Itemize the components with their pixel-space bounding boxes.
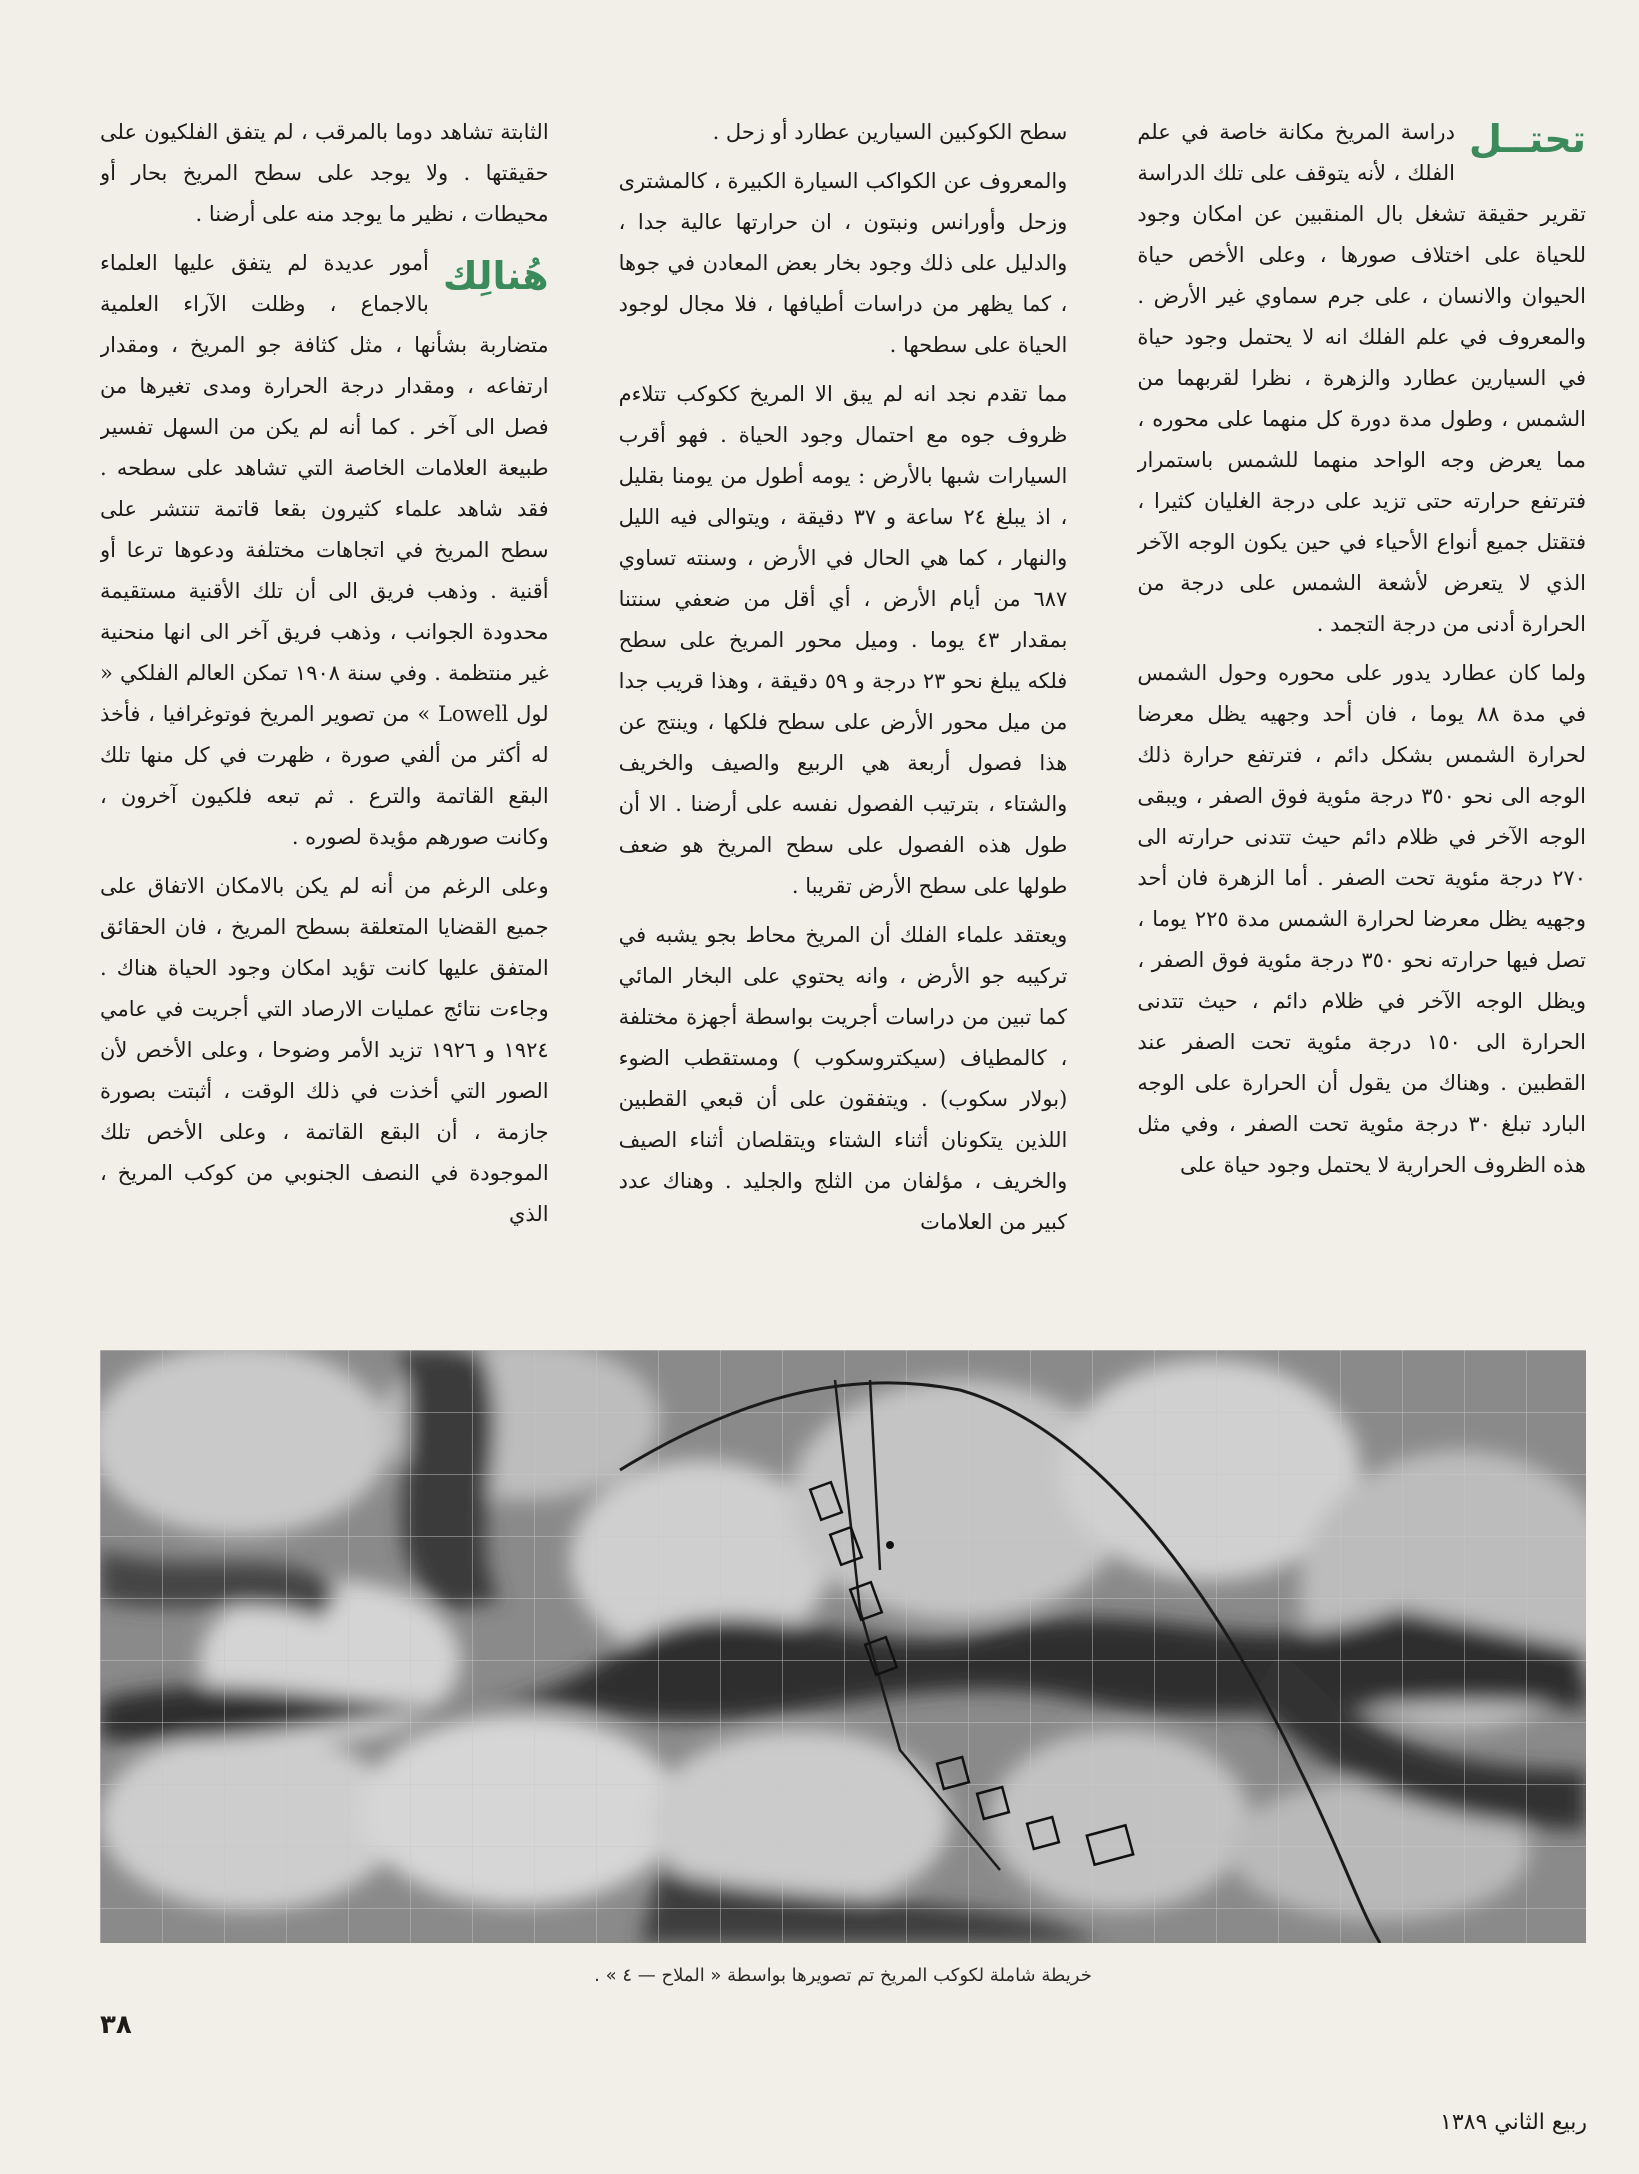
- paragraph: مما تقدم نجد انه لم يبق الا المريخ ككوكب تتلاءم ظروف جوه مع احتمال وجود الحياة . فهو أقرب السيارات شبها بالأرض : يومه أطول من يومنا بقليل ، اذ يبلغ ٢٤ ساعة و ٣٧ دقيقة ، ويتوالى فيه الليل والنهار ، كما هي الحال في الأرض ، وسنته تساوي ٦٨٧ من أيام الأرض ، أي أقل من ضعفي سنتنا بمقدار ٤٣ يوما . وميل محور المريخ على سطح فلكه يبلغ نحو ٢٣ درجة و ٥٩ دقيقة ، وهذا قريب جدا من ميل محور الأرض على سطح فلكها ، وينتج عن هذا فصول أربعة هي الربيع والصيف والخريف والشتاء ، بترتيب الفصول نفسه على أرضنا . الا أن طول هذه الفصول على سطح المريخ هو ضعف طولها على سطح الأرض تقريبا .: [618, 382, 1068, 898]
- decorative-heading: هُنالِك: [442, 254, 549, 298]
- article-body: [100, 112, 1586, 1312]
- article-column-1: [1137, 112, 1586, 1312]
- issue-date: ربيع الثاني ١٣٨٩: [1440, 2110, 1587, 2135]
- paragraph: الثابتة تشاهد دوما بالمرقب ، لم يتفق الفلكيون على حقيقتها . ولا يوجد على سطح المريخ بحار أو محيطات ، نظير ما يوجد منه على أرضنا .: [99, 120, 549, 226]
- page-number: ٣٨: [100, 2010, 132, 2040]
- paragraph-text: دراسة المريخ مكانة خاصة في علم الفلك ، لأنه يتوقف على تلك الدراسة تقرير حقيقة تشغل بال المنقبين عن امكان وجود للحياة على اختلاف صورها ، وعلى الأخص حياة الحيوان والانسان ، على جرم سماوي غير الأرض . والمعروف في علم الفلك انه لا يحتمل وجود حياة في السيارين عطارد والزهرة ، نظرا لقربهما من الشمس ، وطول مدة دورة كل منهما على محوره ، مما يعرض وجه الواحد منهما للشمس باستمرار فترتفع حرارته حتى تزيد على درجة الغليان كثيرا ، فتقتل جميع أنواع الأحياء في حين يكون الوجه الآخر الذي لا يتعرض لأشعة الشمس على درجة من الحرارة أدنى من درجة التجمد .: [1137, 120, 1586, 636]
- article-column-3: [100, 112, 549, 1312]
- figure-caption: خريطة شاملة لكوكب المريخ تم تصويرها بواسطة « الملاح — ٤ » .: [594, 1965, 1092, 1986]
- paragraph: وعلى الرغم من أنه لم يكن بالامكان الاتفاق على جميع القضايا المتعلقة بسطح المريخ ، فان الحقائق المتفق عليها كانت تؤيد امكان وجود الحياة هناك . وجاءت نتائج عمليات الارصاد التي أجريت في عامي ١٩٢٤ و ١٩٢٦ تزيد الأمر وضوحا ، وعلى الأخص لأن الصور التي أخذت في ذلك الوقت ، أثبتت بصورة جازمة ، أن البقع القاتمة ، وعلى الأخص تلك الموجودة في النصف الجنوبي من كوكب المريخ ، الذي: [99, 874, 549, 1226]
- paragraph: [100, 243, 549, 858]
- article-column-2: [619, 112, 1068, 1312]
- mars-map-image: [100, 1350, 1586, 1943]
- paragraph-text: أمور عديدة لم يتفق عليها العلماء بالاجماع ، وظلت الآراء العلمية متضاربة بشأنها ، مثل كثافة جو المريخ ، ومقدار ارتفاعه ، ومقدار درجة الحرارة ومدى تغيرها من فصل الى آخر . كما أنه لم يكن من السهل تفسير طبيعة العلامات الخاصة التي تشاهد على سطحه . فقد شاهد علماء كثيرون بقعا قاتمة تنتشر على سطح المريخ في اتجاهات مختلفة ودعوها ترعا أو أقنية . وذهب فريق الى أن تلك الأقنية مستقيمة محدودة الجوانب ، وذهب فريق آخر الى انها منحنية غير منتظمة . وفي سنة ١٩٠٨ تمكن العالم الفلكي « لول Lowell » من تصوير المريخ فوتوغرافيا ، فأخذ له أكثر من ألفي صورة ، ظهرت في كل منها تلك البقع القاتمة والترع . ثم تبعه فلكيون آخرون ، وكانت صورهم مؤيدة لصوره .: [99, 251, 549, 849]
- paragraph: ولما كان عطارد يدور على محوره وحول الشمس في مدة ٨٨ يوما ، فان أحد وجهيه يظل معرضا لحرارة الشمس بشكل دائم ، فترتفع حرارة ذلك الوجه الى نحو ٣٥٠ درجة مئوية فوق الصفر ، ويبقى الوجه الآخر في ظلام دائم حيث تتدنى حرارته الى ٢٧٠ درجة مئوية تحت الصفر . أما الزهرة فان أحد وجهيه يظل معرضا لحرارة الشمس مدة ٢٢٥ يوما ، تصل فيها حرارته نحو ٣٥٠ درجة مئوية فوق الصفر ، ويظل الوجه الآخر في ظلام دائم ، حيث تتدنى الحرارة الى ١٥٠ درجة مئوية تحت الصفر عند القطبين . وهناك من يقول أن الحرارة على الوجه البارد تبلغ ٣٠ درجة مئوية تحت الصفر ، وفي مثل هذه الظروف الحرارية لا يحتمل وجود حياة على: [1137, 661, 1586, 1177]
- paragraph: سطح الكوكبين السيارين عطارد أو زحل .: [712, 120, 1068, 144]
- paragraph: ويعتقد علماء الفلك أن المريخ محاط بجو يشبه في تركيبه جو الأرض ، وانه يحتوي على البخار المائي كما تبين من دراسات أجريت بواسطة أجهزة مختلفة ، كالمطياف (سيكتروسكوب ) ومستقطب الضوء (بولار سكوب) . ويتفقون على أن قبعي القطبين اللذين يتكونان أثناء الشتاء ويتقلصان أثناء الصيف والخريف ، مؤلفان من الثلج والجليد . وهناك عدد كبير من العلامات: [618, 923, 1068, 1234]
- decorative-heading: تحتــل: [1468, 117, 1586, 161]
- paragraph: والمعروف عن الكواكب السيارة الكبيرة ، كالمشترى وزحل وأورانس ونبتون ، ان حرارتها عالية جدا ، والدليل على ذلك وجود بخار بعض المعادن في جوها ، كما يظهر من دراسات أطيافها ، فلا مجال لوجود الحياة على سطحها .: [618, 169, 1068, 357]
- paragraph: [1137, 112, 1586, 645]
- mars-map-photo: [100, 1350, 1586, 1943]
